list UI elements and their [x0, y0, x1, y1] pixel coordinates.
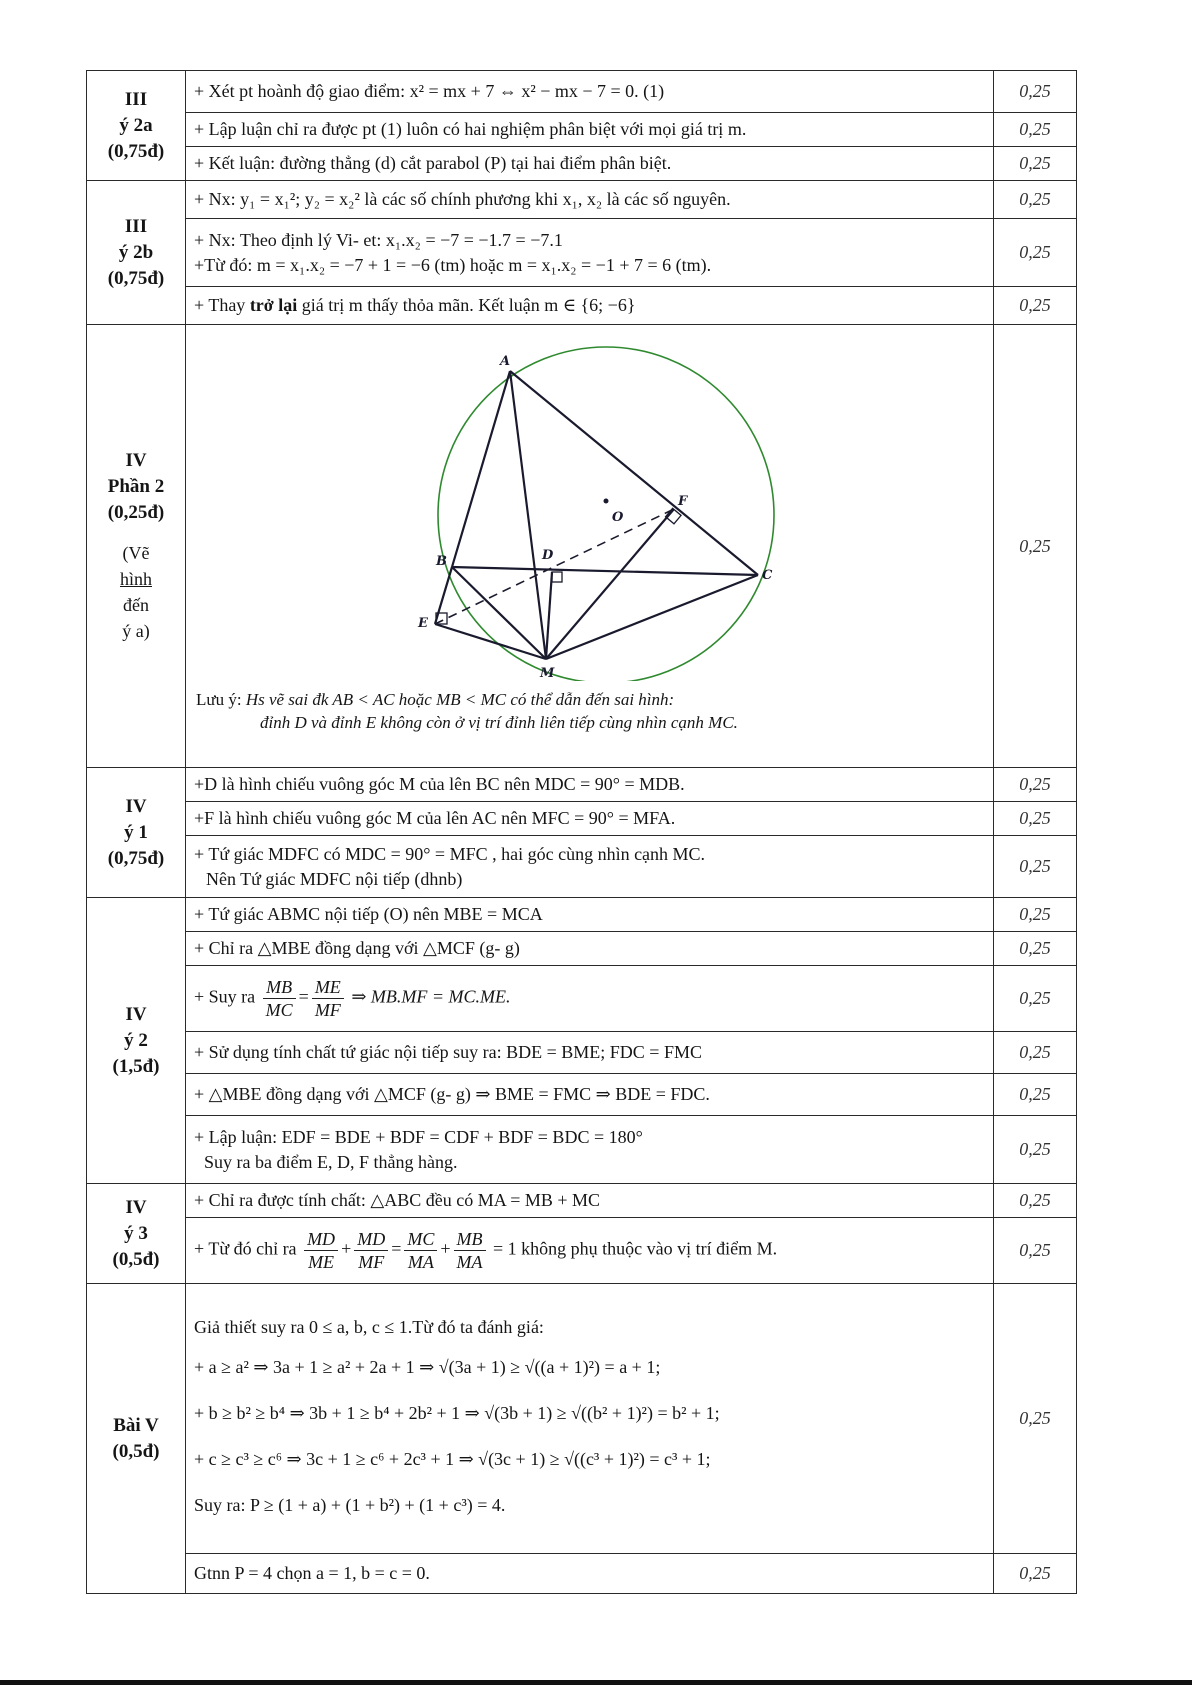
section-label: IV ý 1 (0,75đ): [87, 768, 186, 898]
score-cell: 0,25: [994, 802, 1077, 836]
score-cell: 0,25: [994, 325, 1077, 768]
table-row: [87, 836, 1077, 898]
table-row: [87, 113, 1077, 147]
score-cell: 0,25: [994, 71, 1077, 113]
geometry-figure: [186, 325, 993, 686]
table-row: [87, 966, 1077, 1032]
fraction: $\frac{MB}{MA}$: [454, 1228, 486, 1273]
answer-step: + Chỉ ra △MBE đồng dạng với △MCF (g- g): [186, 932, 994, 966]
score-cell: 0,25: [994, 113, 1077, 147]
score-cell: 0,25: [994, 1284, 1077, 1554]
table-row: [87, 1554, 1077, 1594]
score-cell: 0,25: [994, 1116, 1077, 1184]
answer-step: + Từ đó chỉ ra $\frac{MD}{ME}$ + $\frac{MD}{MF}$ = $\frac{MC}{MA}$ + $\frac{MB}{MA}$ = 1 không phụ thuộc vào vị trí điểm M.: [186, 1218, 994, 1284]
table-row: [87, 1074, 1077, 1116]
table-row: [87, 181, 1077, 219]
answer-step: + Tứ giác MDFC có MDC = 90° = MFC , hai góc cùng nhìn cạnh MC. Nên Tứ giác MDFC nội tiếp (dhnb): [186, 836, 994, 898]
answer-step: +D là hình chiếu vuông góc M của lên BC nên MDC = 90° = MDB.: [186, 768, 994, 802]
score-cell: 0,25: [994, 898, 1077, 932]
answer-step: Giả thiết suy ra 0 ≤ a, b, c ≤ 1.Từ đó ta đánh giá: + a ≥ a² ⇒ 3a + 1 ≥ a² + 2a + 1 ⇒ √(3a + 1) ≥ √((a + 1)²) = a + 1; + b ≥ b² ≥ b⁴ ⇒ 3b + 1 ≥ b⁴ + 2b² + 1 ⇒ √(3b + 1) ≥ √((b² + 1)²) = b² + 1; + c ≥ c³ ≥ c⁶ ⇒ 3c + 1 ≥ c⁶ + 2c³ + 1 ⇒ √(3c + 1) ≥ √((c³ + 1)²) = c³ + 1; Suy ra: P ≥ (1 + a) + (1 + b²) + (1 + c³) = 4.: [186, 1284, 994, 1554]
grading-sheet: [86, 70, 1077, 1594]
table-row: [87, 325, 1077, 768]
label-e: E: [417, 616, 428, 631]
table-row: [87, 1116, 1077, 1184]
label-c: C: [761, 568, 772, 583]
score-cell: 0,25: [994, 836, 1077, 898]
label-d: D: [541, 548, 553, 563]
triangle-lines: [435, 371, 758, 659]
circumcircle-o: [438, 347, 774, 681]
answer-step: +F là hình chiếu vuông góc M của lên AC nên MFC = 90° = MFA.: [186, 802, 994, 836]
score-cell: 0,25: [994, 1032, 1077, 1074]
label-o: O: [611, 510, 623, 525]
answer-step: + Kết luận: đường thẳng (d) cắt parabol (P) tại hai điểm phân biệt.: [186, 147, 994, 181]
answer-step: + △MBE đồng dạng với △MCF (g- g) ⇒ BME = FMC ⇒ BDE = FDC.: [186, 1074, 994, 1116]
score-cell: 0,25: [994, 966, 1077, 1032]
table-row: [87, 1032, 1077, 1074]
table-row: [87, 71, 1077, 113]
table-row: [87, 1184, 1077, 1218]
table-row: [87, 1284, 1077, 1554]
answer-step: + Nx: y₁ = x₁²; y₂ = x₂² là các số chính phương khi x₁, x₂ là các số nguyên.: [186, 181, 994, 219]
section-label: III ý 2b (0,75đ): [87, 181, 186, 325]
table-row: [87, 147, 1077, 181]
table-row: [87, 932, 1077, 966]
score-cell: 0,25: [994, 1218, 1077, 1284]
table-row: [87, 898, 1077, 932]
table-row: [87, 219, 1077, 287]
answer-step: + Tứ giác ABMC nội tiếp (O) nên MBE = MCA: [186, 898, 994, 932]
score-cell: 0,25: [994, 181, 1077, 219]
answer-step: Gtnn P = 4 chọn a = 1, b = c = 0.: [186, 1554, 994, 1594]
answer-step: + Suy ra $\frac{MB}{MC}$ = $\frac{ME}{MF}$ ⇒ MB.MF = MC.ME.: [186, 966, 994, 1032]
score-cell: 0,25: [994, 287, 1077, 325]
section-label: IV ý 3 (0,5đ): [87, 1184, 186, 1284]
label-f: F: [677, 494, 687, 509]
right-angle-d: [552, 572, 562, 582]
grading-table: [86, 70, 1077, 1594]
answer-step: + Lập luận chỉ ra được pt (1) luôn có hai nghiệm phân biệt với mọi giá trị m.: [186, 113, 994, 147]
answer-step: + Lập luận: EDF = BDE + BDF = CDF + BDF = BDC = 180° Suy ra ba điểm E, D, F thẳng hàng.: [186, 1116, 994, 1184]
fraction: $\frac{MC}{MA}$: [404, 1228, 437, 1273]
fraction: $\frac{ME}{MF}$: [312, 976, 344, 1021]
fraction: $\frac{MB}{MC}$: [263, 976, 296, 1021]
section-label: IV Phần 2 (0,25đ) (Vẽ hình đến ý a): [87, 325, 186, 768]
label-m: M: [539, 666, 554, 681]
score-cell: 0,25: [994, 768, 1077, 802]
score-cell: 0,25: [994, 1074, 1077, 1116]
table-row: [87, 802, 1077, 836]
figure-cell: [186, 325, 994, 768]
score-cell: 0,25: [994, 147, 1077, 181]
page-bottom-rule: [0, 1680, 1192, 1685]
circle-diagram: [380, 329, 800, 681]
score-cell: 0,25: [994, 1184, 1077, 1218]
answer-step: + Xét pt hoành độ giao điểm: x² = mx + 7 ⇔ x² − mx − 7 = 0. (1): [186, 71, 994, 113]
fraction: $\frac{MD}{MF}$: [354, 1228, 388, 1273]
score-cell: 0,25: [994, 932, 1077, 966]
answer-step: + Thay trở lại giá trị m thấy thỏa mãn. Kết luận m ∈ {6; −6}: [186, 287, 994, 325]
score-cell: 0,25: [994, 1554, 1077, 1594]
score-cell: 0,25: [994, 219, 1077, 287]
label-a: A: [499, 354, 510, 369]
section-label: Bài V (0,5đ): [87, 1284, 186, 1594]
answer-step: + Sử dụng tính chất tứ giác nội tiếp suy ra: BDE = BME; FDC = FMC: [186, 1032, 994, 1074]
center-point: [603, 499, 608, 504]
section-label: IV ý 2 (1,5đ): [87, 898, 186, 1184]
answer-step: + Chỉ ra được tính chất: △ABC đều có MA = MB + MC: [186, 1184, 994, 1218]
note: Lưu ý: Hs vẽ sai đk AB < AC hoặc MB < MC có thể dẫn đến sai hình: đỉnh D và đỉnh E không còn ở vị trí đỉnh liên tiếp cùng nhìn cạnh MC.: [196, 690, 738, 732]
table-row: [87, 768, 1077, 802]
table-row: [87, 1218, 1077, 1284]
label-b: B: [435, 554, 447, 569]
table-row: [87, 287, 1077, 325]
fraction: $\frac{MD}{ME}$: [304, 1228, 338, 1273]
answer-step: + Nx: Theo định lý Vi- et: x₁.x₂ = −7 = −1.7 = −7.1 +Từ đó: m = x₁.x₂ = −7 + 1 = −6 (tm) hoặc m = x₁.x₂ = −1 + 7 = 6 (tm).: [186, 219, 994, 287]
section-label: III ý 2a (0,75đ): [87, 71, 186, 181]
